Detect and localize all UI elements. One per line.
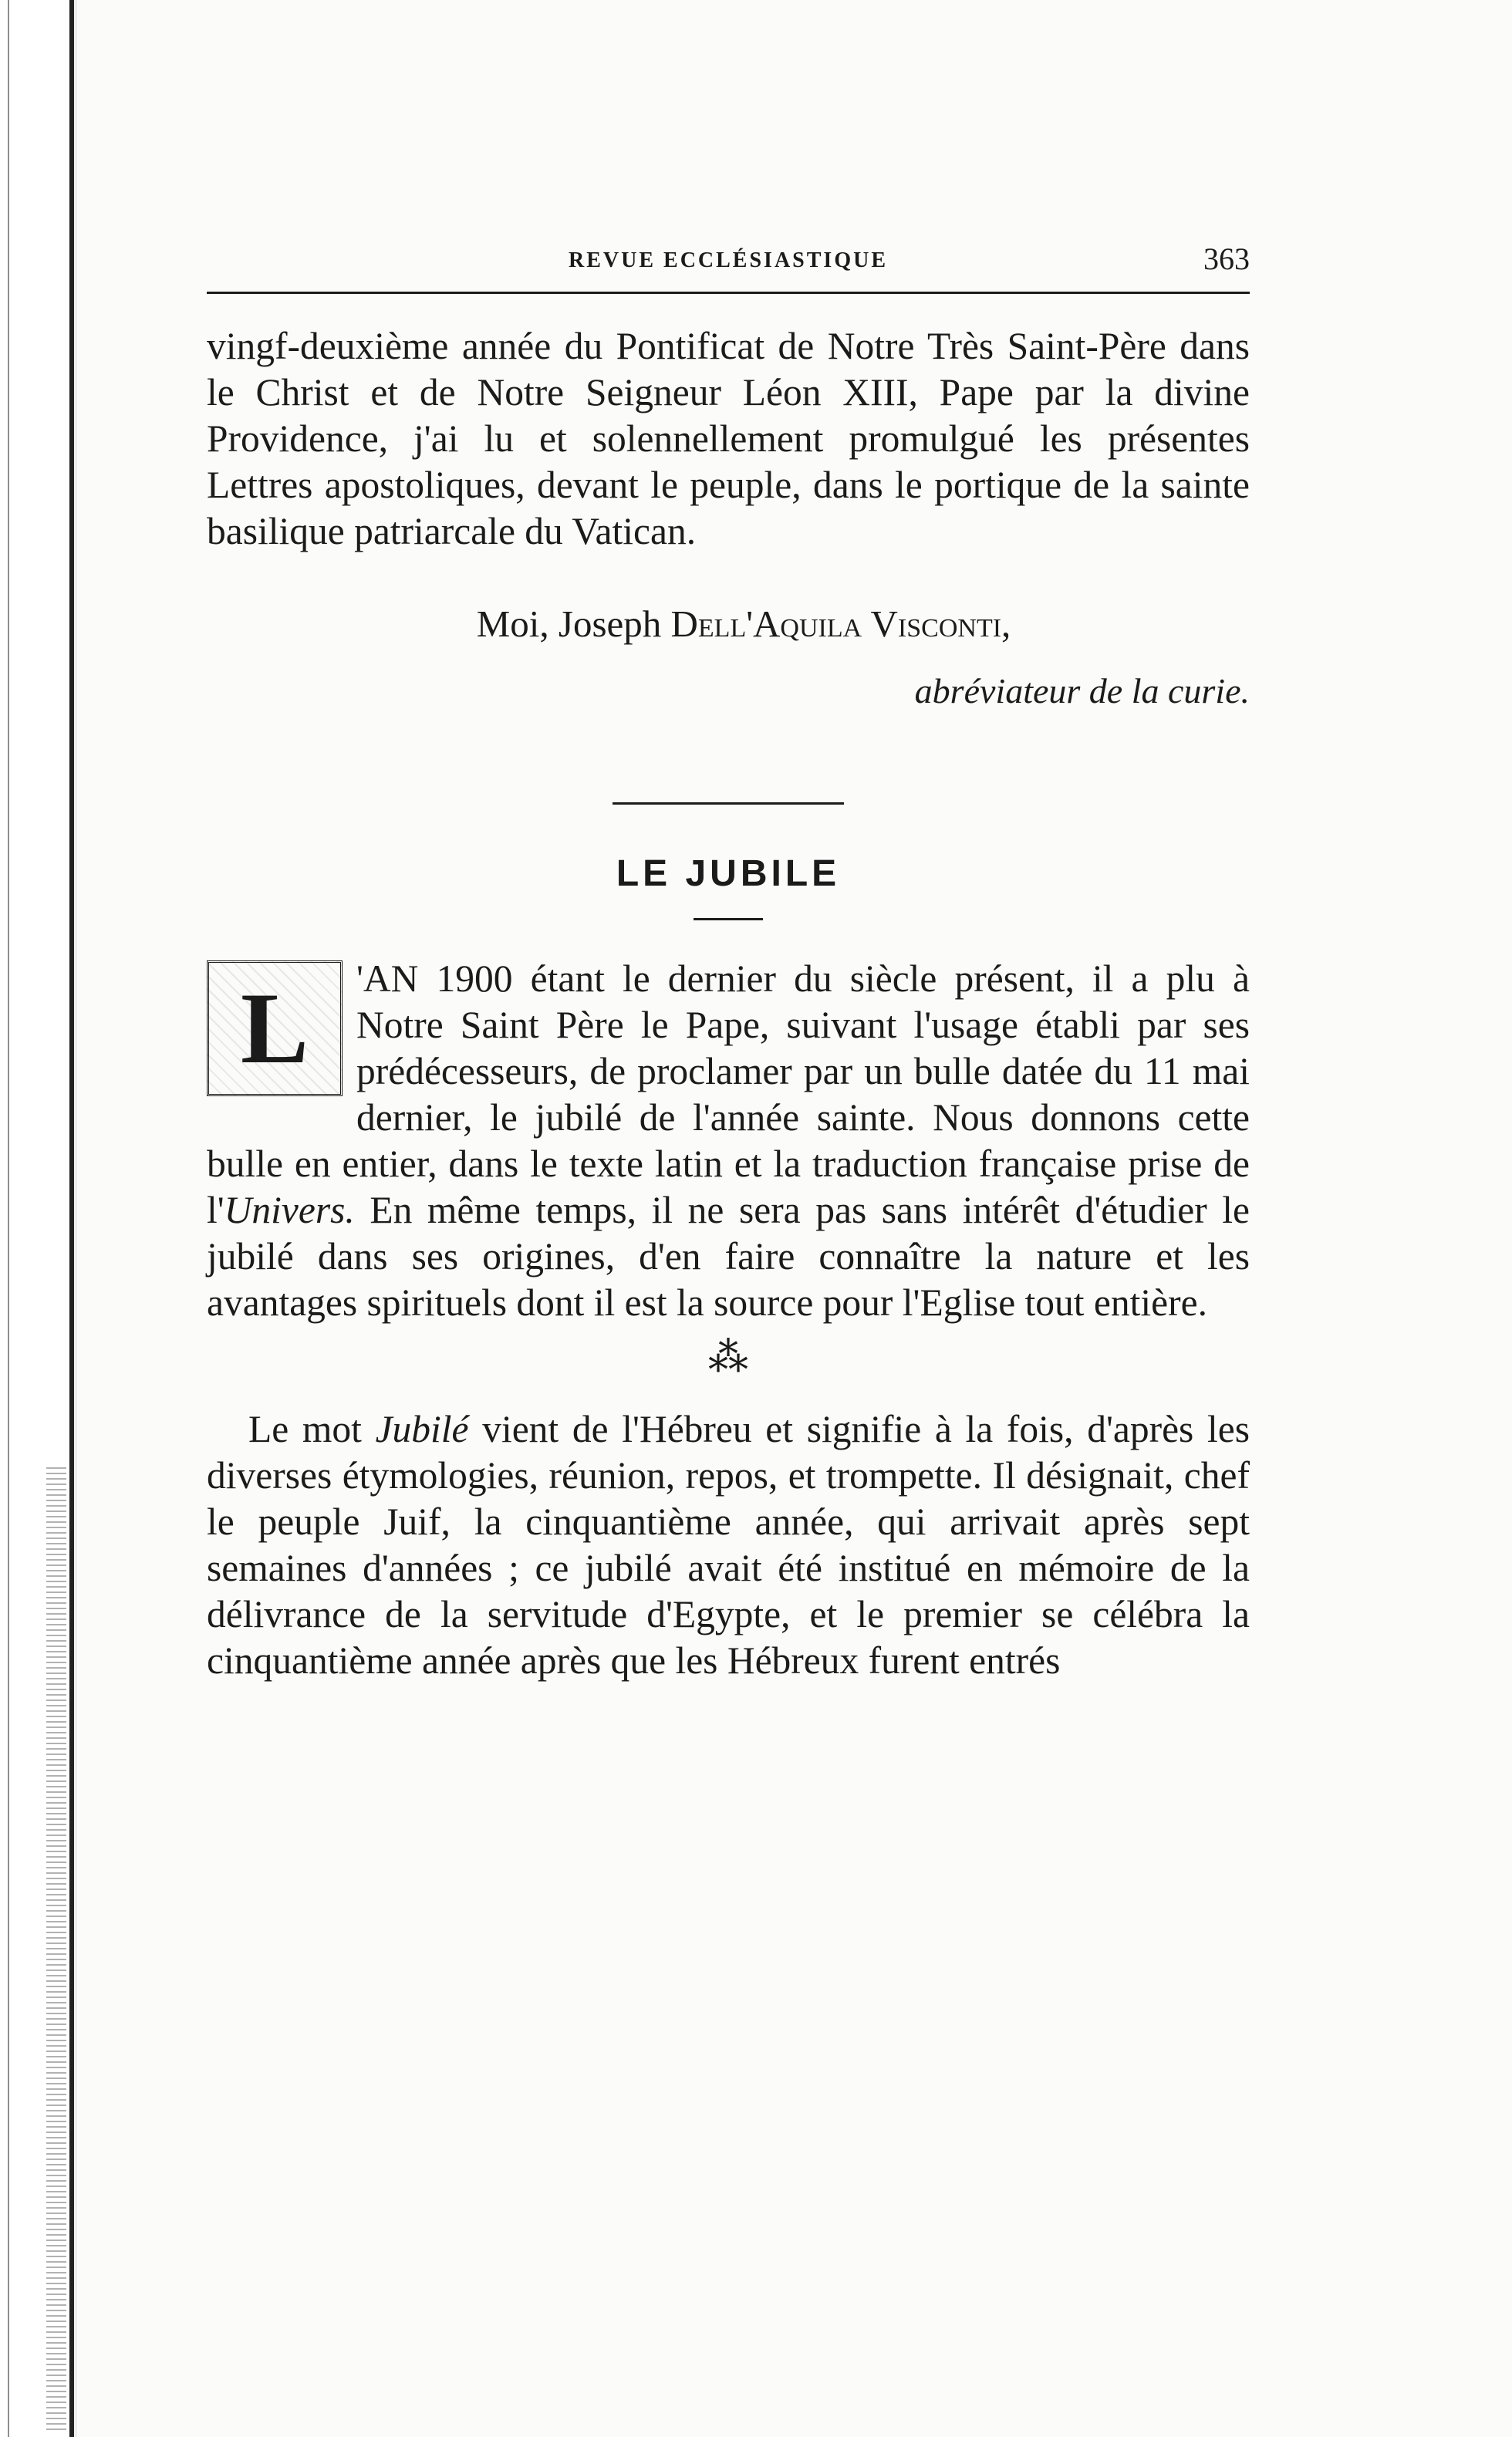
section-divider: [613, 802, 844, 805]
ornamental-dropcap: [207, 960, 343, 1096]
running-head: [207, 231, 1250, 285]
binding-texture: [46, 1466, 66, 2430]
term-jubile: Jubilé: [375, 1408, 469, 1450]
signature-role: abréviateur de la curie.: [914, 671, 1250, 711]
signature-prefix: Moi, Joseph: [476, 602, 662, 645]
source-citation: Univers.: [224, 1189, 355, 1231]
para2-text-b: vient de l'Hébreu et signifie à la fois, d'après les diverses étymologies, réunion, repos, et trompette. Il désignait, chef le peuple Juif, la cinquantième année, qui arrivait après sept semaines d'années ; ce jubilé avait été institué en mémoire de la délivrance de la servitude d'Egypte, et le premier se célébra la cinquantième année après que les Hébreux furent entrés: [207, 1408, 1250, 1682]
gutter-line: [8, 0, 9, 2437]
header-rule: [207, 292, 1250, 294]
section-title: LE JUBILE: [616, 853, 841, 894]
intro-paragraph: vingf-deuxième année du Pontificat de Notre Très Saint-Père dans le Christ et de Notre Seigneur Léon XIII, Pape par la divine Providence, j'ai lu et solennellement promulgué les présentes Lettres apostoliques, devant le peuple, dans le portique de la sainte basilique patriarcale du Vatican.: [207, 325, 1250, 552]
para2-text-a: Le mot: [248, 1408, 376, 1450]
dropcap-letter: L: [240, 971, 309, 1085]
jubile-paragraph-2: [207, 1406, 1250, 1684]
signature-name: Dell'Aquila Visconti,: [670, 602, 1011, 645]
book-gutter: [0, 0, 77, 2437]
page-number: 363: [1203, 241, 1250, 276]
signature-line: [207, 601, 1250, 647]
page-content: [207, 231, 1250, 1684]
jubile-paragraph-1: [207, 956, 1250, 1326]
binding-edge: [69, 0, 74, 2437]
jubile-intro-paragraph: [207, 956, 1250, 1326]
running-head-title: REVUE ECCLÉSIASTIQUE: [569, 248, 888, 272]
title-underline: [694, 918, 763, 920]
para1-text-b: En même temps, il ne sera pas sans intérêt d'étudier le jubilé dans ses origines, d'en faire connaître la nature et les avantages spirituels dont il est la source pour l'Eglise tout entière.: [207, 1189, 1250, 1324]
asterism-separator: ⁂: [708, 1336, 748, 1380]
para1-text-a: 'AN 1900 étant le dernier du siècle présent, il a plu à Notre Saint Père le Pape, suivant l'usage établi par ses prédécesseurs, de proclamer par un bulle datée du 11 mai dernier, le jubilé de l'année sainte. Nous donnons cette bulle en entier, dans le texte latin et la traduction française prise de l': [207, 957, 1250, 1231]
